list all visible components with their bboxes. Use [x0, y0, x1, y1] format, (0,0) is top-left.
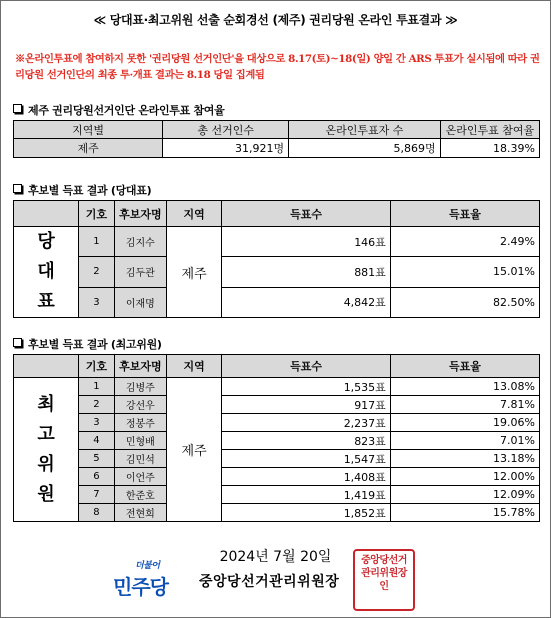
header-votes: 득표수 [222, 201, 391, 227]
group-label-char: 고 [37, 423, 55, 445]
cell-candidate: 김병주 [114, 378, 166, 396]
page-title: ≪ 당대표·최고위원 선출 순회경선 (제주) 권리당원 온라인 투표결과 ≫ [93, 13, 458, 27]
table-row [14, 504, 540, 522]
section-heading-text: 후보별 득표 결과 (당대표) [28, 184, 152, 197]
group-label-char: 대 [37, 261, 55, 282]
cell-region: 제주 [166, 227, 221, 318]
footer-organization: 중앙당선거관리위원장 [199, 574, 340, 590]
section-heading-participation [13, 102, 224, 118]
logo-main-text: 민주당 [113, 575, 168, 599]
cell-rate: 15.01% [390, 257, 539, 287]
table-row [14, 257, 540, 287]
leader-results-table [13, 200, 540, 318]
notice-text: ※온라인투표에 참여하지 못한 '권리당원 선거인단'을 대상으로 8.17(토)~18(일) 양일 간 ARS 투표가 실시됨에 따라 권리당원 선거인단의 최종 투·개표 결과는 8.18 당일 집계됨 [15, 53, 540, 81]
cell-votes: 1,547표 [222, 450, 391, 468]
cell-region: 제주 [14, 139, 163, 158]
header-number: 기호 [79, 201, 115, 227]
cell-votes: 917표 [222, 396, 391, 414]
group-label-char: 최 [37, 393, 55, 415]
header-region: 지역 [166, 355, 221, 378]
cell-candidate: 전현희 [114, 504, 166, 522]
section-heading-text: 후보별 득표 결과 (최고위원) [28, 338, 162, 351]
cell-votes: 1,535표 [222, 378, 391, 396]
section-heading-text: 제주 권리당원선거인단 온라인투표 참여율 [28, 104, 225, 117]
table-header-row [14, 121, 540, 139]
cell-number: 4 [79, 432, 115, 450]
table-row [14, 468, 540, 486]
cell-candidate: 정봉주 [114, 414, 166, 432]
party-logo [113, 558, 168, 600]
cell-participation-rate: 18.39% [440, 139, 539, 158]
cell-votes: 881표 [222, 257, 391, 287]
header-votes: 득표수 [222, 355, 391, 378]
cell-votes: 146표 [222, 227, 391, 257]
table-header-row [14, 355, 540, 378]
group-label-leader [14, 227, 79, 318]
cell-candidate: 한준호 [114, 486, 166, 504]
cell-votes: 1,852표 [222, 504, 391, 522]
checkbox-bullet-icon [13, 338, 22, 347]
cell-votes: 1,419표 [222, 486, 391, 504]
cell-candidate: 김두관 [114, 257, 166, 287]
table-row [14, 486, 540, 504]
cell-online-voters: 5,869명 [289, 139, 441, 158]
checkbox-bullet-icon [13, 184, 22, 193]
footer-date: 2024년 7월 20일 [219, 549, 332, 565]
section-heading-supreme-council [13, 336, 162, 352]
logo-small-text: 더불어 [135, 561, 160, 571]
header-total-voters: 총 선거인수 [163, 121, 289, 139]
table-row [14, 450, 540, 468]
cell-number: 8 [79, 504, 115, 522]
cell-votes: 823표 [222, 432, 391, 450]
cell-number: 5 [79, 450, 115, 468]
table-row [14, 378, 540, 396]
cell-rate: 12.00% [390, 468, 539, 486]
header-rate: 득표율 [390, 355, 539, 378]
cell-number: 6 [79, 468, 115, 486]
table-row [14, 396, 540, 414]
table-row [14, 432, 540, 450]
group-label-char: 당 [37, 231, 55, 252]
cell-votes: 2,237표 [222, 414, 391, 432]
cell-votes: 1,408표 [222, 468, 391, 486]
cell-number: 2 [79, 257, 115, 287]
cell-rate: 12.09% [390, 486, 539, 504]
cell-rate: 13.08% [390, 378, 539, 396]
header-online-voters: 온라인투표자 수 [289, 121, 441, 139]
table-header-row [14, 201, 540, 227]
header-candidate: 후보자명 [114, 355, 166, 378]
cell-rate: 13.18% [390, 450, 539, 468]
participation-table [13, 120, 540, 158]
header-blank [14, 201, 79, 227]
header-participation-rate: 온라인투표 참여율 [440, 121, 539, 139]
cell-rate: 19.06% [390, 414, 539, 432]
cell-candidate: 민형배 [114, 432, 166, 450]
cell-votes: 4,842표 [222, 287, 391, 317]
header-region: 지역별 [14, 121, 163, 139]
cell-rate: 82.50% [390, 287, 539, 317]
table-row [14, 287, 540, 317]
table-row [14, 414, 540, 432]
section-heading-party-leader [13, 182, 151, 198]
seal-text: 중앙당선거관리위원장인 [361, 555, 407, 592]
header-rate: 득표율 [390, 201, 539, 227]
checkbox-bullet-icon [13, 104, 22, 113]
cell-rate: 7.01% [390, 432, 539, 450]
cell-number: 3 [79, 414, 115, 432]
header-candidate: 후보자명 [114, 201, 166, 227]
group-label-char: 표 [37, 291, 55, 312]
header-region: 지역 [166, 201, 221, 227]
cell-rate: 2.49% [390, 227, 539, 257]
cell-candidate: 강선우 [114, 396, 166, 414]
cell-region: 제주 [166, 378, 221, 522]
group-label-council [14, 378, 79, 522]
cell-candidate: 김민석 [114, 450, 166, 468]
cell-number: 2 [79, 396, 115, 414]
council-results-table [13, 354, 540, 522]
header-number: 기호 [79, 355, 115, 378]
cell-candidate: 이재명 [114, 287, 166, 317]
header-blank [14, 355, 79, 378]
table-row [14, 227, 540, 257]
cell-number: 3 [79, 287, 115, 317]
group-label-char: 위 [37, 453, 55, 475]
cell-candidate: 이언주 [114, 468, 166, 486]
cell-candidate: 김지수 [114, 227, 166, 257]
cell-total-voters: 31,921명 [163, 139, 289, 158]
official-seal-stamp [353, 549, 415, 611]
cell-number: 7 [79, 486, 115, 504]
cell-rate: 7.81% [390, 396, 539, 414]
cell-number: 1 [79, 378, 115, 396]
group-label-char: 원 [37, 483, 55, 505]
cell-number: 1 [79, 227, 115, 257]
table-row [14, 139, 540, 158]
cell-rate: 15.78% [390, 504, 539, 522]
